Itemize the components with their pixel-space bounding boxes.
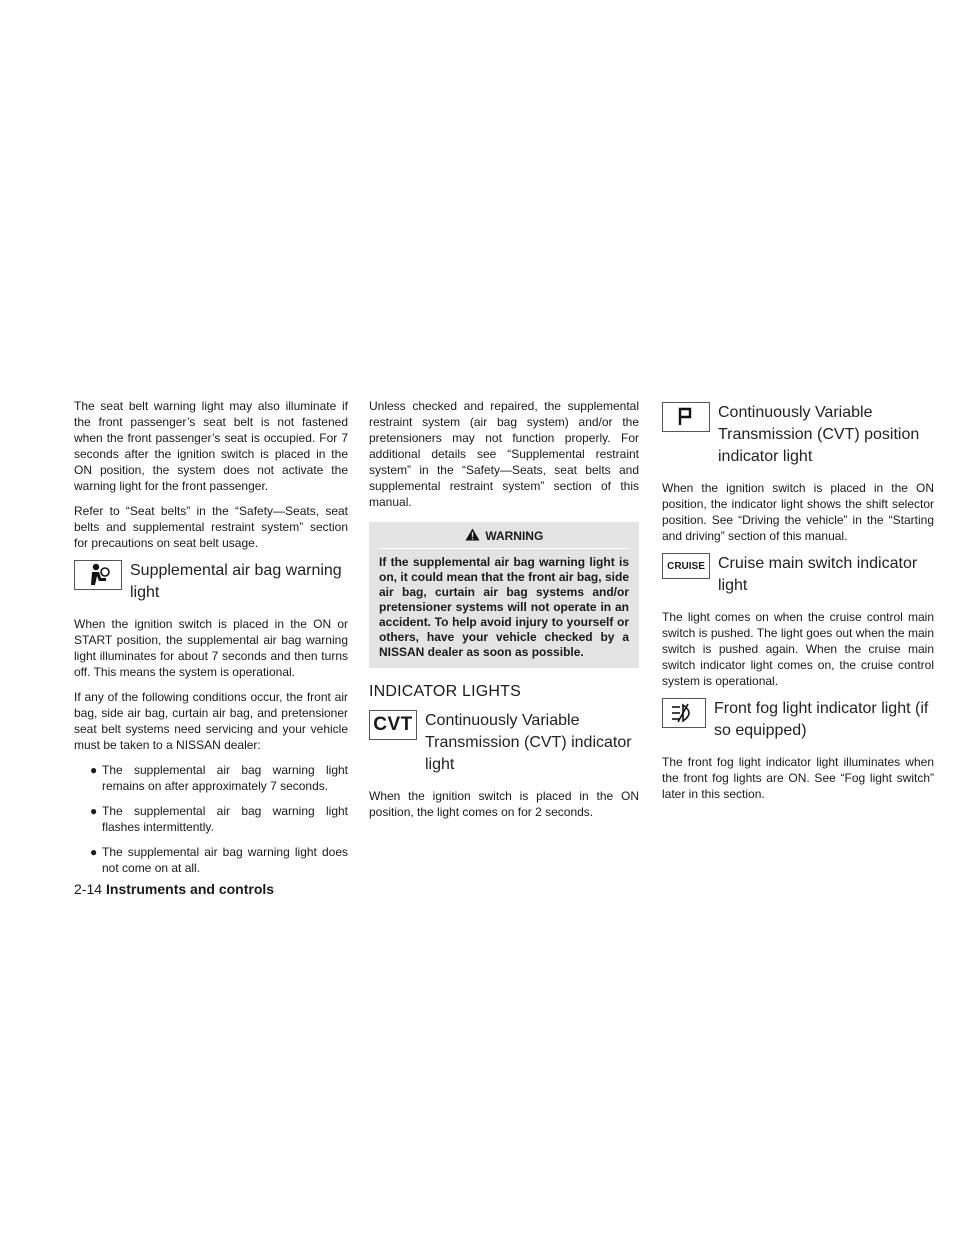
cvt-indicator-icon [369, 710, 417, 740]
position-heading-line1: Continuously Variable [718, 404, 873, 421]
cruise-icon-label: CRUISE [667, 560, 705, 572]
seat-belt-paragraph: The seat belt warning light may also illuminate if the front passenger’s seat belt is not fastened when the front passenger’s seat is occupied. For 7 seconds after the ignition switch is placed in the ON position, the system does not activate the warning light for the front passenger. [74, 399, 348, 493]
fog-heading-line2: so equipped) [714, 722, 807, 739]
list-item [74, 803, 348, 835]
airbag-heading-line1: Supplemental air bag warning [130, 562, 342, 579]
warning-title [379, 528, 629, 549]
cvt-indicator-paragraph: When the ignition switch is placed in the ON position, the light comes on for 2 seconds. [369, 789, 639, 819]
position-heading-line3: indicator light [718, 448, 813, 465]
list-item-text: The supplemental air bag warning light flashes intermittently. [102, 804, 348, 834]
warning-box [369, 522, 639, 668]
srs-repair-paragraph: Unless checked and repaired, the supplemental restraint system (air bag system) and/or the pretensioners may not function properly. For additional details see “Supplemental restraint system” in the “Safety—Seats, seat belts and supplemental restraint system” section of this manual. [369, 399, 639, 509]
airbag-warning-heading [74, 560, 348, 604]
cvt-position-heading [662, 402, 934, 468]
cvt-indicator-heading [369, 710, 639, 776]
fog-heading-line1: Front fog light indicator light (if [714, 700, 929, 717]
column-1 [74, 398, 348, 885]
cvt-icon-label: CVT [373, 714, 413, 735]
cvt-position-paragraph: When the ignition switch is placed in the ON position, the indicator light shows the shift selector position. See “Driving the vehicle” in the “Starting and driving” section of this manual. [662, 481, 934, 543]
section-name: Instruments and controls [106, 881, 275, 897]
list-item-text: The supplemental air bag warning light does not come on at all. [102, 845, 348, 875]
list-item [74, 844, 348, 876]
page-number: 2-14 [74, 881, 103, 897]
warning-body: If the supplemental air bag warning light is on, it could mean that the front air bag, side air bag, curtain air bag systems and/or pretensioner systems will not operate in an accident. To help avoid injury to yourself or others, have your vehicle checked by a NISSAN dealer as soon as possible. [379, 555, 629, 659]
column-2 [369, 398, 639, 829]
cvt-heading-line3: light [425, 756, 455, 773]
bullet-icon: ● [90, 845, 98, 859]
warning-triangle-icon [465, 528, 484, 543]
bullet-icon: ● [90, 763, 98, 777]
airbag-operation-paragraph: When the ignition switch is placed in the ON or START position, the supplemental air bag warning light illuminates for about 7 seconds and then turns off. This means the system is operational. [74, 617, 348, 679]
cvt-heading-line1: Continuously Variable [425, 712, 580, 729]
list-item [74, 762, 348, 794]
cruise-indicator-heading [662, 553, 934, 597]
warning-title-text: WARNING [485, 529, 544, 543]
airbag-warning-heading-text [130, 560, 342, 604]
cvt-position-heading-text [718, 402, 919, 468]
cruise-heading-text [718, 553, 917, 597]
airbag-conditions-list [74, 762, 348, 876]
bullet-icon: ● [90, 804, 98, 818]
fog-light-heading [662, 698, 934, 742]
cvt-heading-text [425, 710, 632, 776]
front-fog-light-icon [662, 698, 706, 728]
list-item-text: The supplemental air bag warning light remains on after approximately 7 seconds. [102, 763, 348, 793]
cvt-position-icon [662, 402, 710, 432]
page-footer [74, 880, 274, 898]
fog-heading-text [714, 698, 928, 742]
airbag-warning-icon [74, 560, 122, 590]
airbag-conditions-paragraph: If any of the following conditions occur, the front air bag, side air bag, curtain air bag, and pretensioner seat belt systems need servicing and your vehicle must be taken to a NISSAN dealer: [74, 690, 348, 752]
cvt-heading-line2: Transmission (CVT) indicator [425, 734, 632, 751]
cruise-indicator-icon [662, 553, 710, 579]
cruise-heading-line1: Cruise main switch indicator [718, 555, 918, 572]
seat-belt-reference-paragraph: Refer to “Seat belts” in the “Safety—Seats, seat belts and supplemental restraint system” section for precautions on seat belt usage. [74, 504, 348, 550]
airbag-heading-line2: light [130, 584, 160, 601]
cruise-heading-line2: light [718, 577, 748, 594]
column-3 [662, 398, 934, 811]
fog-light-paragraph: The front fog light indicator light illuminates when the front fog lights are ON. See “Fog light switch” later in this section. [662, 755, 934, 801]
cruise-paragraph: The light comes on when the cruise control main switch is pushed. The light goes out when the main switch is pushed again. When the cruise main switch indicator light comes on, the cruise control system is operational. [662, 610, 934, 688]
indicator-lights-title: INDICATOR LIGHTS [369, 683, 521, 700]
position-heading-line2: Transmission (CVT) position [718, 426, 920, 443]
